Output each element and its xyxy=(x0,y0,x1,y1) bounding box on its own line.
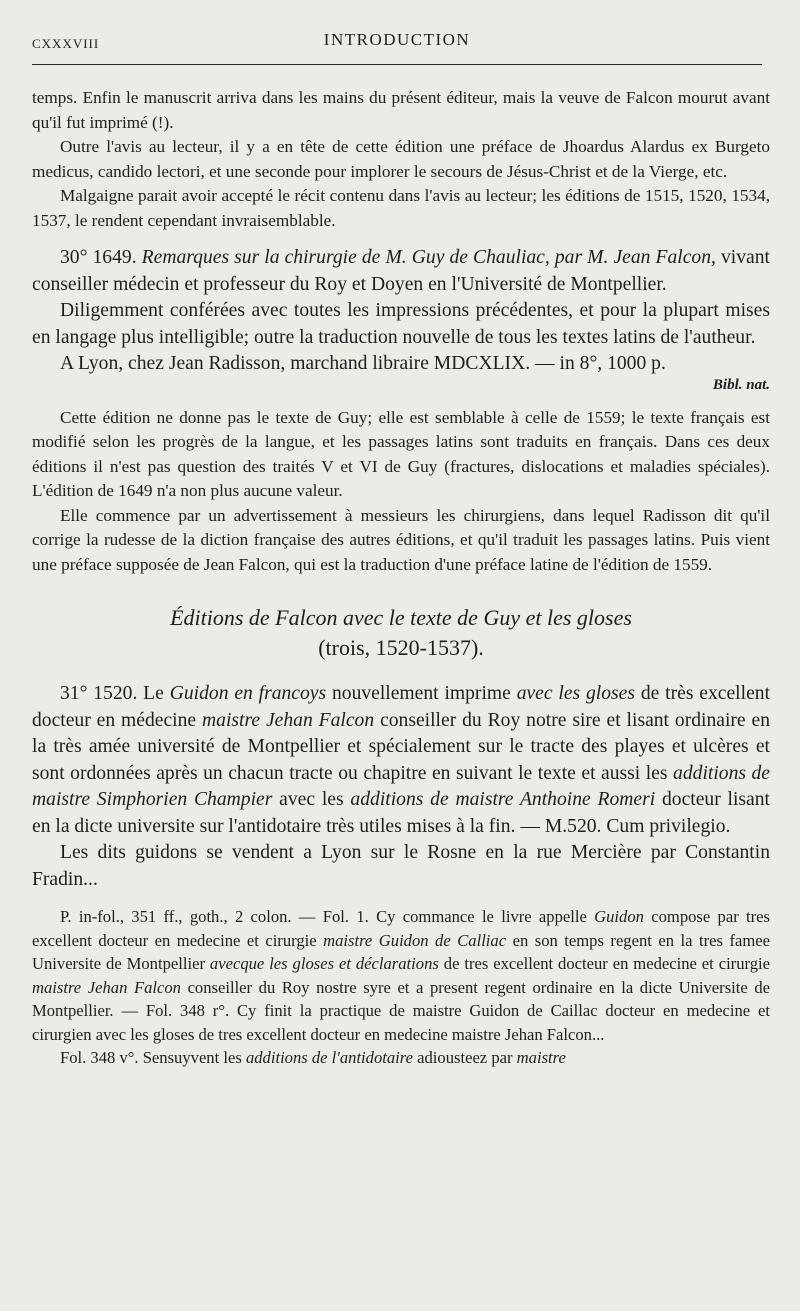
entry-31 xyxy=(32,681,770,840)
section-heading xyxy=(32,603,770,663)
p11-text-a: P. in-fol., 351 ff., goth., 2 colon. — Fol. 1. Cy commance le livre appelle xyxy=(60,907,587,926)
entry-31-champier: additions de maistre Simphorien Champier xyxy=(32,762,771,810)
p11-falcon: maistre Jehan Falcon xyxy=(32,977,181,997)
page-body xyxy=(32,86,770,1070)
entry-31-romeri: additions de maistre Anthoine Romeri xyxy=(350,789,656,810)
section-heading-title: Éditions de Falcon avec le texte de Guy et les gloses xyxy=(170,605,632,630)
paragraph-1: temps. Enfin le manuscrit arriva dans les mains du présent éditeur, mais la veuve de Falcon mourut avant qu'il fut imprimé (!). xyxy=(32,88,770,132)
entry-30-text: vivant conseiller médecin et professeur du Roy et Doyen en l'Université de Montpellier. xyxy=(32,247,770,295)
p12-text-a: Fol. 348 v°. Sensuyvent les xyxy=(60,1048,242,1067)
p11-text-e: conseiller du Roy nostre syre et a present regent ordinaire en la dicte Universite de Montpellier. — Fol. 348 r°. Cy finit la practique de maistre Guidon de Caillac docteur en medecine et cirurgien avec les gloses de tres excellent docteur en medecine maistre Jehan Falcon... xyxy=(32,977,770,1044)
paragraph-3: Malgaigne parait avoir accepté le récit contenu dans l'avis au lecteur; les éditions de 1515, 1520, 1534, 1537, le rendent cependant invraisemblable. xyxy=(32,186,770,230)
running-header xyxy=(32,30,762,56)
page-number: CXXXVIII xyxy=(32,36,100,51)
entry-31-number: 31° 1520. Le xyxy=(60,683,164,704)
paragraph-7: Cette édition ne donne pas le texte de Guy; elle est semblable à celle de 1559; le texte français est modifié selon les progrès de la langue, et les passages latins sont traduits en français. Dans ces deux éditions il n'est pas question des traités V et VI de Guy (fractures, dislocations et maladies spéciales). L'édition de 1649 n'a non plus aucune valeur. xyxy=(32,407,770,500)
library-note: Bibl. nat. xyxy=(712,376,770,393)
paragraph-11 xyxy=(32,905,770,1046)
entry-31-text-e: docteur lisant en la dicte universite sur l'antidotaire très utiles mises à la fin. — M.520. Cum privilegio. xyxy=(32,789,770,837)
paragraph-2: Outre l'avis au lecteur, il y a en tête de cette édition une préface de Jhoardus Alardus ex Burgeto medicus, candido lectori, et une seconde pour implorer le secours de Jésus-Christ et de la Vierge, etc. xyxy=(32,137,770,181)
p11-text-d: de tres excellent docteur en medecine et cirurgie xyxy=(443,954,770,973)
running-title: INTRODUCTION xyxy=(323,30,471,49)
entry-31-text-c: conseiller du Roy notre sire et lisant ordinaire en la très amée université de Montpellier et spécialement sur le tracte des playes et ulcères et sont ordonnées après un chacun tracte ou chapitre en suivant le texte et aussi les xyxy=(32,709,771,784)
p12-maistre: maistre xyxy=(516,1048,566,1067)
p12-text-b: adiousteez par xyxy=(417,1048,513,1067)
entry-31-text-b: de très excellent docteur en médecine xyxy=(32,683,771,731)
section-heading-subtitle: (trois, 1520-1537). xyxy=(318,635,484,660)
paragraph-5: Diligemment conférées avec toutes les impressions précédentes, et pour la plupart mises en langage plus intelligible; outre la traduction nouvelle de tous les textes latins de l'autheur. xyxy=(32,300,770,348)
paragraph-8: Elle commence par un advertissement à messieurs les chirurgiens, dans lequel Radisson dit qu'il corrige la rudesse de la diction française des autres éditions, et qu'il traduit les passages latins. Puis vient une préface supposée de Jean Falcon, qui est la traduction d'une préface latine de l'édition de 1559. xyxy=(32,505,770,574)
entry-30 xyxy=(32,245,770,298)
p11-guidon: Guidon xyxy=(594,907,644,926)
p11-text-b: compose par tres excellent docteur en medecine et cirurgie xyxy=(32,907,770,950)
header-rule xyxy=(32,64,762,65)
paragraph-12 xyxy=(32,1046,770,1070)
entry-31-falcon: maistre Jehan Falcon xyxy=(202,709,375,731)
entry-31-text-d: avec les xyxy=(279,789,344,810)
p11-gloses: avecque les gloses et déclarations xyxy=(209,954,439,973)
paragraph-10: Les dits guidons se vendent a Lyon sur le Rosne en la rue Mercière par Constantin Fradin... xyxy=(32,842,770,890)
imprint-line: A Lyon, chez Jean Radisson, marchand libraire MDCXLIX. — in 8°, 1000 p. xyxy=(60,353,666,374)
entry-31-text-a: nouvellement imprime xyxy=(331,683,511,704)
entry-30-number: 30° 1649. xyxy=(60,247,137,268)
entry-31-title: Guidon en francoys xyxy=(169,683,327,704)
p12-antidotaire: additions de l'antidotaire xyxy=(245,1048,413,1067)
p11-text-c: en son temps regent en la tres famee Universite de Montpellier xyxy=(32,930,770,973)
entry-30-title: Remarques sur la chirurgie de M. Guy de Chauliac, par M. Jean Falcon, xyxy=(141,247,716,268)
entry-31-gloses: avec les gloses xyxy=(516,683,635,704)
p11-calliac: maistre Guidon de Calliac xyxy=(323,930,507,950)
